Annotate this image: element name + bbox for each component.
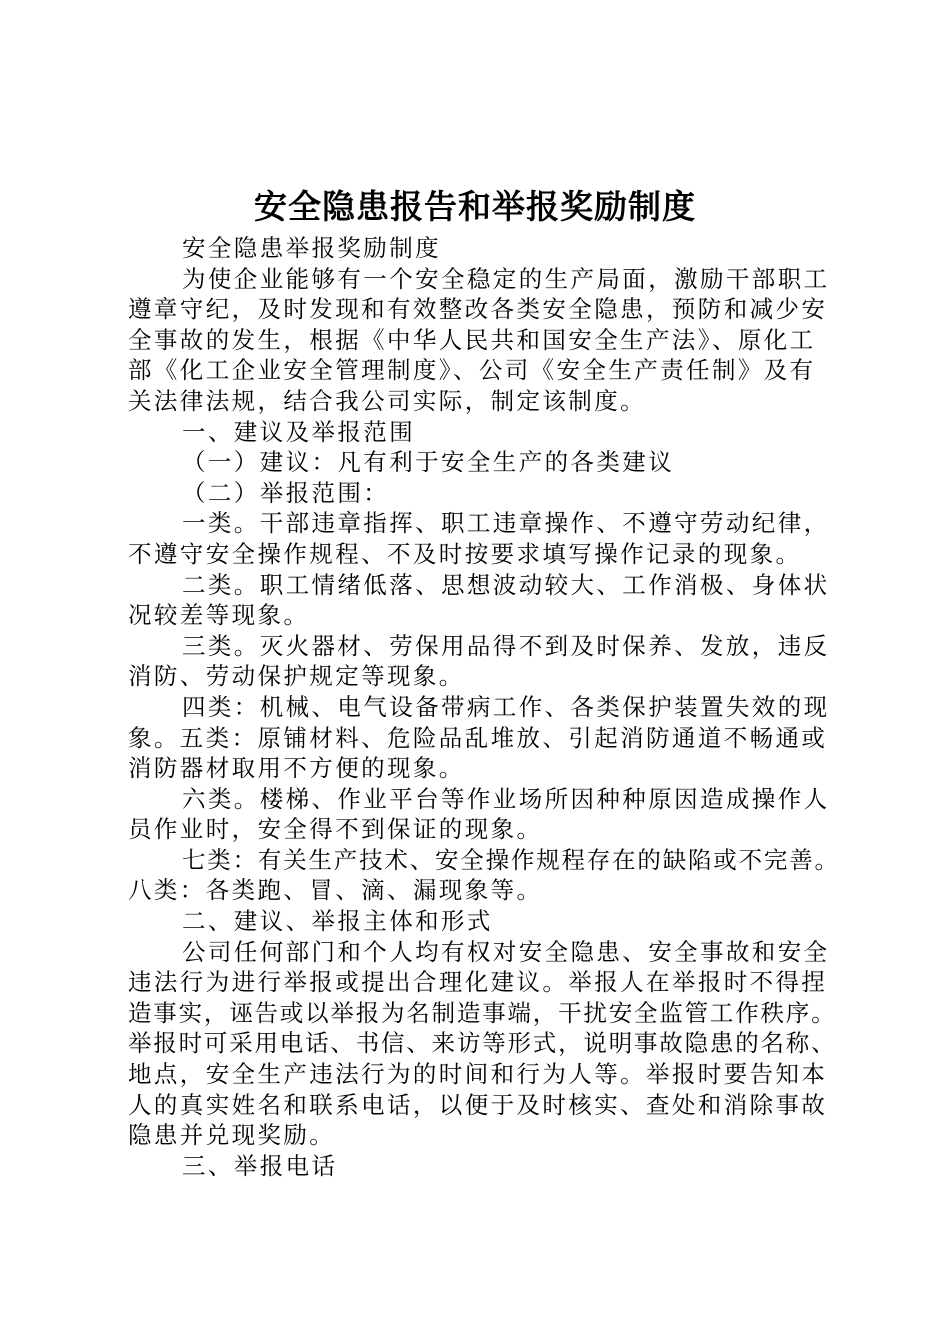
text-line: 象。五类：原铺材料、危险品乱堆放、引起消防通道不畅通或 (128, 723, 828, 752)
text-line: 况较差等现象。 (128, 601, 310, 630)
text-line: 安全隐患举报奖励制度 (182, 234, 441, 262)
text-line: 员作业时，安全得不到保证的现象。 (128, 815, 543, 844)
text-line: 三类。灭火器材、劳保用品得不到及时保养、发放，违反 (182, 631, 830, 660)
text-line: 为使企业能够有一个安全稳定的生产局面，激励干部职工 (182, 264, 830, 293)
text-line: （二）举报范围： (182, 478, 390, 507)
text-line: 八类：各类跑、冒、滴、漏现象等。 (128, 876, 543, 905)
text-line: 关法律法规，结合我公司实际，制定该制度。 (128, 386, 646, 415)
text-line: 部《化工企业安全管理制度》、公司《安全生产责任制》及有 (128, 356, 816, 385)
text-line: 七类：有关生产技术、安全操作规程存在的缺陷或不完善。 (182, 845, 840, 874)
text-line: 遵章守纪，及时发现和有效整改各类安全隐患，预防和减少安 (128, 295, 828, 324)
text-line: 消防、劳动保护规定等现象。 (128, 662, 465, 691)
text-line: 举报时可采用电话、书信、来访等形式，说明事故隐患的名称、 (128, 1029, 837, 1058)
text-line: 不遵守安全操作规程、不及时按要求填写操作记录的现象。 (128, 539, 802, 568)
text-line: 造事实，诬告或以举报为名制造事端，干扰安全监管工作秩序。 (128, 998, 837, 1027)
text-line: 一、建议及举报范围 (182, 417, 416, 446)
text-line: 全事故的发生，根据《中华人民共和国安全生产法》、原化工 (128, 325, 816, 354)
document-body (128, 233, 840, 1181)
text-line: 三、举报电话 (182, 1151, 338, 1180)
text-line: 公司任何部门和个人均有权对安全隐患、安全事故和安全 (182, 937, 830, 966)
text-line: 隐患并兑现奖励。 (128, 1121, 336, 1150)
text-line: 六类。楼梯、作业平台等作业场所因种种原因造成操作人 (182, 784, 830, 813)
text-line: 一类。干部违章指挥、职工违章操作、不遵守劳动纪律， (182, 509, 830, 538)
text-line: 地点，安全生产违法行为的时间和行为人等。举报时要告知本 (128, 1060, 828, 1089)
text-line: 二、建议、举报主体和形式 (182, 907, 493, 936)
text-line: 人的真实姓名和联系电话，以便于及时核实、查处和消除事故 (128, 1090, 828, 1119)
text-line: （一）建议：凡有利于安全生产的各类建议 (182, 448, 675, 477)
document-title: 安全隐患报告和举报奖励制度 (254, 187, 696, 226)
text-line: 违法行为进行举报或提出合理化建议。举报人在举报时不得捏 (128, 968, 828, 997)
text-line: 消防器材取用不方便的现象。 (128, 754, 465, 783)
text-line: 二类。职工情绪低落、思想波动较大、工作消极、身体状 (182, 570, 830, 599)
text-line: 四类：机械、电气设备带病工作、各类保护装置失效的现 (182, 692, 830, 721)
